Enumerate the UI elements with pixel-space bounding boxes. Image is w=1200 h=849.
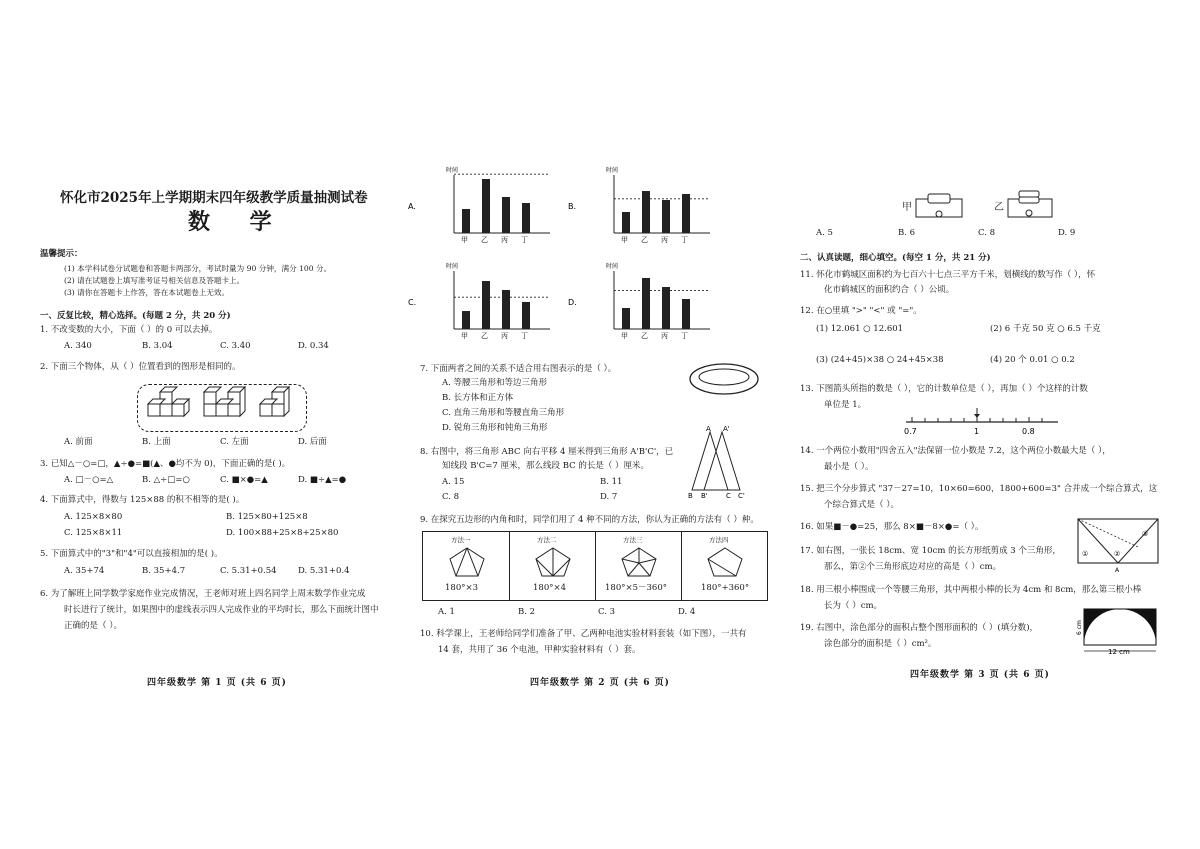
q6-chart-letter: A.: [408, 202, 416, 211]
q6-bar-charts: [400, 165, 800, 345]
q9-method-cell: [595, 532, 682, 600]
q7-option-d: D. 锐角三角形和钝角三角形: [442, 423, 548, 433]
q6-chart-letter: D.: [568, 298, 577, 307]
q6-category-label: 丙: [661, 236, 668, 244]
q17-line: 那么，第②个三角形底边对应的高是（ ）cm。: [824, 562, 1002, 572]
q10-option-b: B. 6: [898, 228, 916, 238]
q9-method-name: 方法四: [709, 536, 729, 544]
q11-line: 11. 怀化市鹤城区面积约为七百六十七点三平方千米，划横线的数写作（ ），怀: [800, 270, 1096, 280]
q2-option-b: B. 上面: [142, 437, 171, 447]
q10-option-c: C. 8: [978, 228, 996, 238]
q9-stem: 9. 在探究五边形的内角和时，同学们用了 4 种不同的方法，你认为正确的方法有（ ）种。: [420, 515, 759, 525]
q10-option-a: A. 5: [816, 228, 833, 238]
q11-line: 化市鹤城区的面积约合（ ）公顷。: [824, 285, 955, 295]
q4-option-a: A. 125×8×80: [64, 512, 123, 522]
q8-label: B: [688, 492, 693, 500]
q5-stem: 5. 下面算式中的"3"和"4"可以直接相加的是( )。: [40, 549, 223, 559]
q6-bar: [662, 200, 670, 233]
q8-label: A: [706, 425, 711, 433]
page-1-footer: 四年级数学 第 1 页 (共 6 页): [147, 678, 287, 688]
q17-label: ③: [1142, 530, 1149, 538]
q2-option-d: D. 后面: [298, 437, 327, 447]
page-2: [400, 0, 800, 849]
q17-label: ②: [1114, 550, 1121, 558]
q6-bar: [642, 191, 650, 233]
q6-category-label: 甲: [621, 236, 628, 244]
q4-option-b: B. 125×80+125×8: [226, 512, 308, 522]
q9-method-formula: 180°×5－360°: [605, 583, 667, 593]
q19-height-label: 6 cm: [1076, 620, 1083, 635]
q7-option-a: A. 等腰三角形和等边三角形: [442, 378, 548, 388]
q2-stem: 2. 下面三个物体，从（ ）位置看到的图形是相同的。: [40, 362, 241, 372]
q9-method-name: 方法一: [451, 536, 471, 544]
q3-stem: 3. 已知△－○=□，▲÷●=■(▲、●均不为 0)，下面正确的是( )。: [40, 459, 291, 469]
q6-category-label: 丁: [681, 236, 688, 244]
q4-option-c: C. 125×8×11: [64, 528, 123, 538]
q6-bar: [682, 194, 690, 233]
page-3: [800, 0, 1200, 849]
q1-option-b: B. 3.04: [142, 341, 173, 351]
q9-method-cell: [509, 532, 596, 600]
q18-line: 18. 用三根小棒围成一个等腰三角形，其中两根小棒的长为 4cm 和 8cm，那么第三根小棒: [800, 585, 1142, 595]
q6-bar: [682, 299, 690, 329]
q6-line: 正确的是（ ）。: [64, 621, 122, 631]
q6-category-label: 丙: [501, 332, 508, 340]
q1-option-d: D. 0.34: [298, 341, 329, 351]
q7-stem: 7. 下面两者之间的关系不适合用右图表示的是（ ）。: [420, 364, 617, 374]
q12-item: (3) (24+45)×38 ○ 24+45×38: [816, 355, 944, 365]
q6-chart-letter: C.: [408, 298, 417, 307]
q6-line: 时长进行了统计，如果图中的虚线表示四人完成作业的平均时长，那么下面统计图中: [64, 605, 379, 615]
q1-stem: 1. 不改变数的大小，下面（ ）的 0 可以去掉。: [40, 325, 218, 335]
q9-method-name: 方法三: [623, 536, 643, 544]
q3-option-b: B. △÷□=○: [142, 475, 190, 485]
q13-tick-label: 0.8: [1022, 427, 1035, 436]
q10-label-yi: 乙: [994, 202, 1004, 213]
q4-stem: 4. 下面算式中，得数与 125×88 的积不相等的是( )。: [40, 495, 245, 505]
q6-category-label: 乙: [641, 236, 648, 244]
pentagon-icon: [533, 546, 573, 578]
pentagon-icon: [705, 546, 745, 578]
q19-width-label: 12 cm: [1108, 648, 1130, 655]
q3-option-a: A. □－○=△: [64, 475, 114, 485]
q2-option-a: A. 前面: [64, 437, 93, 447]
q17-label: ①: [1082, 550, 1089, 558]
notice-item: (1) 本学科试卷分试题卷和答题卡两部分，考试时量为 90 分钟，满分 100 分。: [64, 264, 332, 273]
q9-option-c: C. 3: [598, 607, 616, 617]
q5-option-d: D. 5.31+0.4: [298, 566, 350, 576]
q9-methods-table: [422, 531, 768, 601]
q13-line: 单位是 1。: [824, 400, 867, 410]
q5-option-b: B. 35+4.7: [142, 566, 186, 576]
q6-chart-ylabel: 时间: [446, 167, 459, 174]
page-1: [0, 0, 400, 849]
q8-line: 知线段 B'C=7 厘米，那么线段 BC 的长是（ ）厘米。: [442, 461, 650, 471]
page-2-footer: 四年级数学 第 2 页 (共 6 页): [530, 678, 670, 688]
q6-category-label: 甲: [461, 236, 468, 244]
section-1-title: 一、反复比较，精心选择。(每题 2 分，共 20 分): [40, 311, 231, 321]
battery-kit-yi-icon: [1006, 189, 1054, 219]
q14-line: 14. 一个两位小数用"四舍五入"法保留一位小数是 7.2，这个两位小数最大是（ ），: [800, 446, 1111, 456]
q17-rectangle-figure: [1074, 516, 1164, 574]
q6-bar: [522, 302, 530, 329]
q8-option-c: C. 8: [442, 492, 460, 502]
q7-nested-ovals-figure: [688, 362, 760, 396]
q9-option-a: A. 1: [438, 607, 455, 617]
q6-bar: [522, 203, 530, 233]
q8-option-a: A. 15: [442, 477, 465, 487]
q15-line: 个综合算式是（ ）。: [824, 500, 899, 510]
q2-cubes-figure: [140, 386, 304, 428]
q6-category-label: 甲: [621, 332, 628, 340]
q17-line: 17. 如右图，一张长 18cm、宽 10cm 的长方形纸剪成 3 个三角形，: [800, 546, 1061, 556]
q9-method-cell: [423, 532, 510, 600]
q1-option-a: A. 340: [64, 341, 92, 351]
q6-bar: [482, 179, 490, 233]
q13-arrow-label: 1: [974, 427, 980, 436]
q6-category-label: 丙: [661, 332, 668, 340]
q5-option-c: C. 5.31+0.54: [220, 566, 277, 576]
q8-option-d: D. 7: [600, 492, 618, 502]
q8-label: A': [723, 425, 730, 433]
q6-category-label: 丁: [521, 236, 528, 244]
section-2-title: 二、认真读题，细心填空。(每空 1 分，共 21 分): [800, 253, 991, 263]
q6-bar: [462, 209, 470, 233]
q8-translated-triangles-figure: [686, 424, 752, 500]
q9-option-b: B. 2: [518, 607, 536, 617]
q6-bar: [482, 281, 490, 329]
q6-category-label: 乙: [641, 332, 648, 340]
q10-label-jia: 甲: [902, 202, 912, 213]
q9-option-d: D. 4: [678, 607, 696, 617]
q6-category-label: 丁: [521, 332, 528, 340]
q16-stem: 16. 如果■－●=25，那么 8×■－8×●=（ ）。: [800, 522, 984, 532]
q17-label: A: [1115, 567, 1120, 574]
q13-tick-label: 0.7: [904, 427, 917, 436]
q6-chart-ylabel: 时间: [606, 263, 619, 270]
q8-option-b: B. 11: [600, 477, 623, 487]
q13-number-line: [898, 406, 1068, 440]
subject-title: 数 学: [188, 209, 288, 235]
q19-shaded-figure: [1076, 605, 1164, 655]
q12-stem: 12. 在○里填 ">" "<" 或 "="。: [800, 306, 922, 316]
q15-line: 15. 把三个分步算式 "37－27=10，10×60=600，1800+600=3" 合并成一个综合算式，这: [800, 484, 1158, 494]
q6-category-label: 乙: [481, 332, 488, 340]
q8-line: 8. 右图中，将三角形 ABC 向右平移 4 厘米得到三角形 A'B'C'，已: [420, 447, 674, 457]
q6-bar: [502, 290, 510, 329]
q6-bar: [662, 287, 670, 329]
exam-title: 怀化市2025年上学期期末四年级教学质量抽测试卷: [60, 190, 368, 206]
q9-method-formula: 180°×4: [533, 583, 567, 593]
q6-category-label: 丙: [501, 236, 508, 244]
q6-bar: [622, 308, 630, 329]
q19-line: 19. 右图中，涂色部分的面积占整个图形面积的（ ）(填分数)，: [800, 623, 1039, 633]
q9-method-formula: 180°+360°: [701, 583, 750, 593]
q6-chart-ylabel: 时间: [606, 167, 619, 174]
pentagon-icon: [447, 546, 487, 578]
q10-line: 14 套，共用了 36 个电池，甲种实验材料有（ ）套。: [438, 645, 641, 655]
notice-item: (3) 请你在答题卡上作答，答在本试题卷上无效。: [64, 288, 230, 297]
q5-option-a: A. 35+74: [64, 566, 105, 576]
q6-bar: [622, 212, 630, 233]
q6-category-label: 丁: [681, 332, 688, 340]
q14-line: 最小是（ ）。: [824, 462, 874, 472]
q8-label: C': [738, 492, 745, 500]
notice-item: (2) 请在试题卷上填写准考证号相关信息及答题卡上。: [64, 276, 245, 285]
q6-bar: [642, 278, 650, 329]
q6-bar: [462, 311, 470, 329]
q7-option-c: C. 直角三角形和等腰直角三角形: [442, 408, 565, 418]
battery-kit-jia-icon: [914, 192, 964, 220]
q8-label: C: [726, 492, 731, 500]
notice-heading: 温馨提示：: [40, 249, 83, 259]
q3-option-c: C. ■×●=▲: [220, 475, 268, 485]
q12-item: (4) 20 个 0.01 ○ 0.2: [990, 355, 1075, 365]
q1-option-c: C. 3.40: [220, 341, 251, 351]
q13-line: 13. 下图箭头所指的数是（ ），它的计数单位是（ ），再加（ ）个这样的计数: [800, 384, 1088, 394]
q9-method-name: 方法二: [537, 536, 557, 544]
q10-line: 10. 科学课上，王老师给同学们准备了甲、乙两种电池实验材料套装（如下图），一共有: [420, 629, 747, 639]
q2-option-c: C. 左面: [220, 437, 249, 447]
q7-option-b: B. 长方体和正方体: [442, 393, 514, 403]
q6-category-label: 乙: [481, 236, 488, 244]
q12-item: (1) 12.061 ○ 12.601: [816, 324, 904, 334]
q9-method-cell: [681, 532, 767, 600]
q6-bar: [502, 197, 510, 233]
q3-option-d: D. ■÷▲=●: [298, 475, 347, 485]
q9-method-formula: 180°×3: [445, 583, 479, 593]
q19-line: 涂色部分的面积是（ ）cm²。: [824, 639, 937, 649]
pentagon-icon: [619, 546, 659, 578]
q12-item: (2) 6 千克 50 克 ○ 6.5 千克: [990, 324, 1101, 334]
q6-line: 6. 为了解班上同学数学家庭作业完成情况，王老师对班上四名同学上周末数学作业完成: [40, 589, 366, 599]
q4-option-d: D. 100×88+25×8+25×80: [226, 528, 339, 538]
page-3-footer: 四年级数学 第 3 页 (共 6 页): [910, 670, 1050, 680]
q10-option-d: D. 9: [1058, 228, 1076, 238]
q6-chart-ylabel: 时间: [446, 263, 459, 270]
q6-category-label: 甲: [461, 332, 468, 340]
q18-line: 长为（ ）cm。: [824, 601, 883, 611]
q8-label: B': [701, 492, 708, 500]
q6-chart-letter: B.: [568, 202, 577, 211]
